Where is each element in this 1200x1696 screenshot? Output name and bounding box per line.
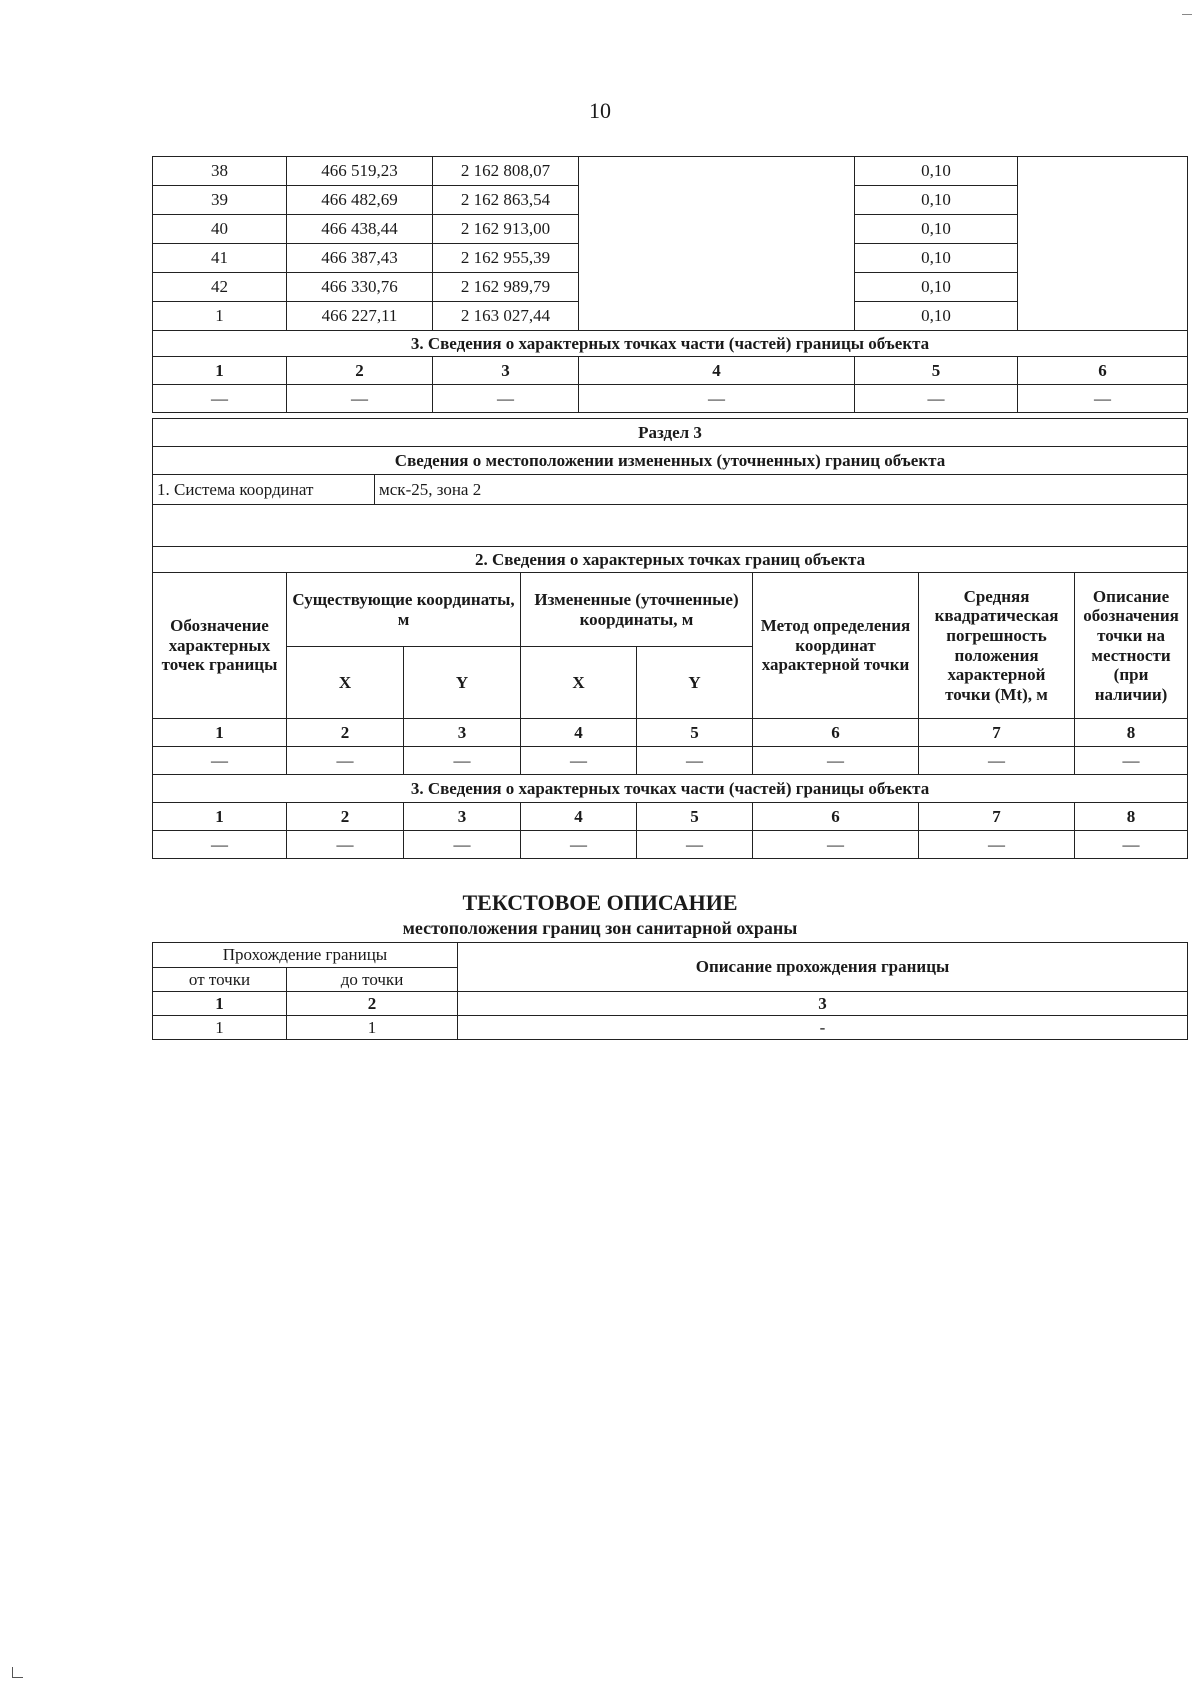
dash-cell: — [153, 385, 287, 413]
dash-cell: — [404, 747, 521, 775]
header-changed-y: Y [637, 647, 753, 719]
page-number: 10 [589, 98, 611, 123]
dash-cell: — [404, 831, 521, 859]
coord-system-value: мск-25, зона 2 [375, 475, 1188, 505]
header-passage-description: Описание прохождения границы [458, 943, 1188, 992]
method-cell [579, 273, 855, 302]
part-points-heading: 3. Сведения о характерных точках части (частей) границы объекта [153, 331, 1188, 357]
part-points-heading-row [153, 331, 1188, 357]
description-cell [1018, 215, 1188, 244]
dash-cell: — [287, 385, 433, 413]
y-cell: 2 162 989,79 [433, 273, 579, 302]
spacer-row [153, 505, 1188, 547]
column-numbers-row [153, 357, 1188, 385]
column-number: 3 [404, 803, 521, 831]
dash-cell: — [919, 747, 1075, 775]
method-cell [579, 302, 855, 331]
dash-cell: — [637, 747, 753, 775]
header-changed: Измененные (уточненные) координаты, м [521, 573, 753, 647]
dash-cell: — [1018, 385, 1188, 413]
dash-cell: — [855, 385, 1018, 413]
dash-cell: — [287, 747, 404, 775]
point-cell: 40 [153, 215, 287, 244]
method-cell [579, 157, 855, 186]
column-number: 8 [1075, 719, 1188, 747]
column-number: 6 [1018, 357, 1188, 385]
method-cell [579, 215, 855, 244]
description-cell [1018, 157, 1188, 186]
header-existing-x: X [287, 647, 404, 719]
coordinate-row [153, 273, 1188, 302]
section3-header-table [152, 418, 1188, 547]
x-cell: 466 387,43 [287, 244, 433, 273]
column-number: 2 [287, 803, 404, 831]
point-cell: 42 [153, 273, 287, 302]
column-number: 2 [287, 992, 458, 1016]
point-cell: 41 [153, 244, 287, 273]
header-changed-x: X [521, 647, 637, 719]
column-number: 1 [153, 992, 287, 1016]
coordinate-row [153, 157, 1188, 186]
point-cell: 1 [153, 302, 287, 331]
column-number: 2 [287, 357, 433, 385]
dash-cell: — [579, 385, 855, 413]
coordinate-row [153, 244, 1188, 273]
coordinates-table [152, 156, 1188, 413]
part-points-heading: 3. Сведения о характерных точках части (частей) границы объекта [153, 775, 1188, 803]
x-cell: 466 482,69 [287, 186, 433, 215]
row-from: 1 [153, 1016, 287, 1040]
dash-cell: — [153, 831, 287, 859]
header-existing-y: Y [404, 647, 521, 719]
column-number: 7 [919, 803, 1075, 831]
x-cell: 466 227,11 [287, 302, 433, 331]
description-cell [1018, 186, 1188, 215]
section3-title: Раздел 3 [153, 419, 1188, 447]
column-number: 8 [1075, 803, 1188, 831]
dash-cell: — [919, 831, 1075, 859]
header-to: до точки [287, 968, 458, 992]
dash-cell: — [753, 831, 919, 859]
description-cell [1018, 273, 1188, 302]
text-description-table [152, 942, 1188, 1040]
column-number: 3 [433, 357, 579, 385]
y-cell: 2 162 863,54 [433, 186, 579, 215]
dash-cell: — [1075, 747, 1188, 775]
column-number: 4 [521, 719, 637, 747]
header-accuracy: Средняя квадратическая погрешность положения характерной точки (Mt), м [919, 573, 1075, 719]
dash-cell: — [637, 831, 753, 859]
header-description: Описание обозначения точки на местности (при наличии) [1075, 573, 1188, 719]
column-number: 3 [404, 719, 521, 747]
header-existing: Существующие координаты, м [287, 573, 521, 647]
x-cell: 466 519,23 [287, 157, 433, 186]
mt-cell: 0,10 [855, 302, 1018, 331]
text-description-title: ТЕКСТОВОЕ ОПИСАНИЕ [462, 890, 738, 915]
coordinate-row [153, 302, 1188, 331]
coordinate-row [153, 215, 1188, 244]
column-number: 5 [637, 719, 753, 747]
coord-system-label: 1. Система координат [153, 475, 375, 505]
dash-cell: — [1075, 831, 1188, 859]
method-cell [579, 244, 855, 273]
column-number: 4 [579, 357, 855, 385]
column-number: 2 [287, 719, 404, 747]
column-number: 6 [753, 803, 919, 831]
mt-cell: 0,10 [855, 215, 1018, 244]
column-number: 1 [153, 803, 287, 831]
column-number: 5 [855, 357, 1018, 385]
header-designation: Обозначение характерных точек границы [153, 573, 287, 719]
dash-cell: — [521, 831, 637, 859]
row-to: 1 [287, 1016, 458, 1040]
column-number: 7 [919, 719, 1075, 747]
dash-cell: — [433, 385, 579, 413]
mt-cell: 0,10 [855, 273, 1018, 302]
column-number: 3 [458, 992, 1188, 1016]
y-cell: 2 162 955,39 [433, 244, 579, 273]
scan-mark [1182, 14, 1192, 15]
mt-cell: 0,10 [855, 244, 1018, 273]
text-description-subtitle: местоположения границ зон санитарной охраны [402, 918, 798, 938]
column-number: 5 [637, 803, 753, 831]
method-cell [579, 186, 855, 215]
y-cell: 2 162 913,00 [433, 215, 579, 244]
column-number: 4 [521, 803, 637, 831]
mt-cell: 0,10 [855, 186, 1018, 215]
dash-cell: — [287, 831, 404, 859]
description-cell [1018, 302, 1188, 331]
y-cell: 2 163 027,44 [433, 302, 579, 331]
section3-subtitle: Сведения о местоположении измененных (уточненных) границ объекта [153, 447, 1188, 475]
dash-row [153, 385, 1188, 413]
dash-cell: — [153, 747, 287, 775]
points-heading: 2. Сведения о характерных точках границ объекта [153, 547, 1188, 573]
column-number: 1 [153, 357, 287, 385]
column-number: 6 [753, 719, 919, 747]
dash-cell: — [753, 747, 919, 775]
section3-points-table [152, 546, 1188, 859]
point-cell: 39 [153, 186, 287, 215]
x-cell: 466 330,76 [287, 273, 433, 302]
scan-corner-mark [12, 1667, 23, 1678]
y-cell: 2 162 808,07 [433, 157, 579, 186]
x-cell: 466 438,44 [287, 215, 433, 244]
header-method: Метод определения координат характерной точки [753, 573, 919, 719]
coordinate-row [153, 186, 1188, 215]
header-from: от точки [153, 968, 287, 992]
dash-cell: — [521, 747, 637, 775]
row-description: - [458, 1016, 1188, 1040]
point-cell: 38 [153, 157, 287, 186]
column-number: 1 [153, 719, 287, 747]
mt-cell: 0,10 [855, 157, 1018, 186]
header-passage: Прохождение границы [153, 943, 458, 968]
description-cell [1018, 244, 1188, 273]
